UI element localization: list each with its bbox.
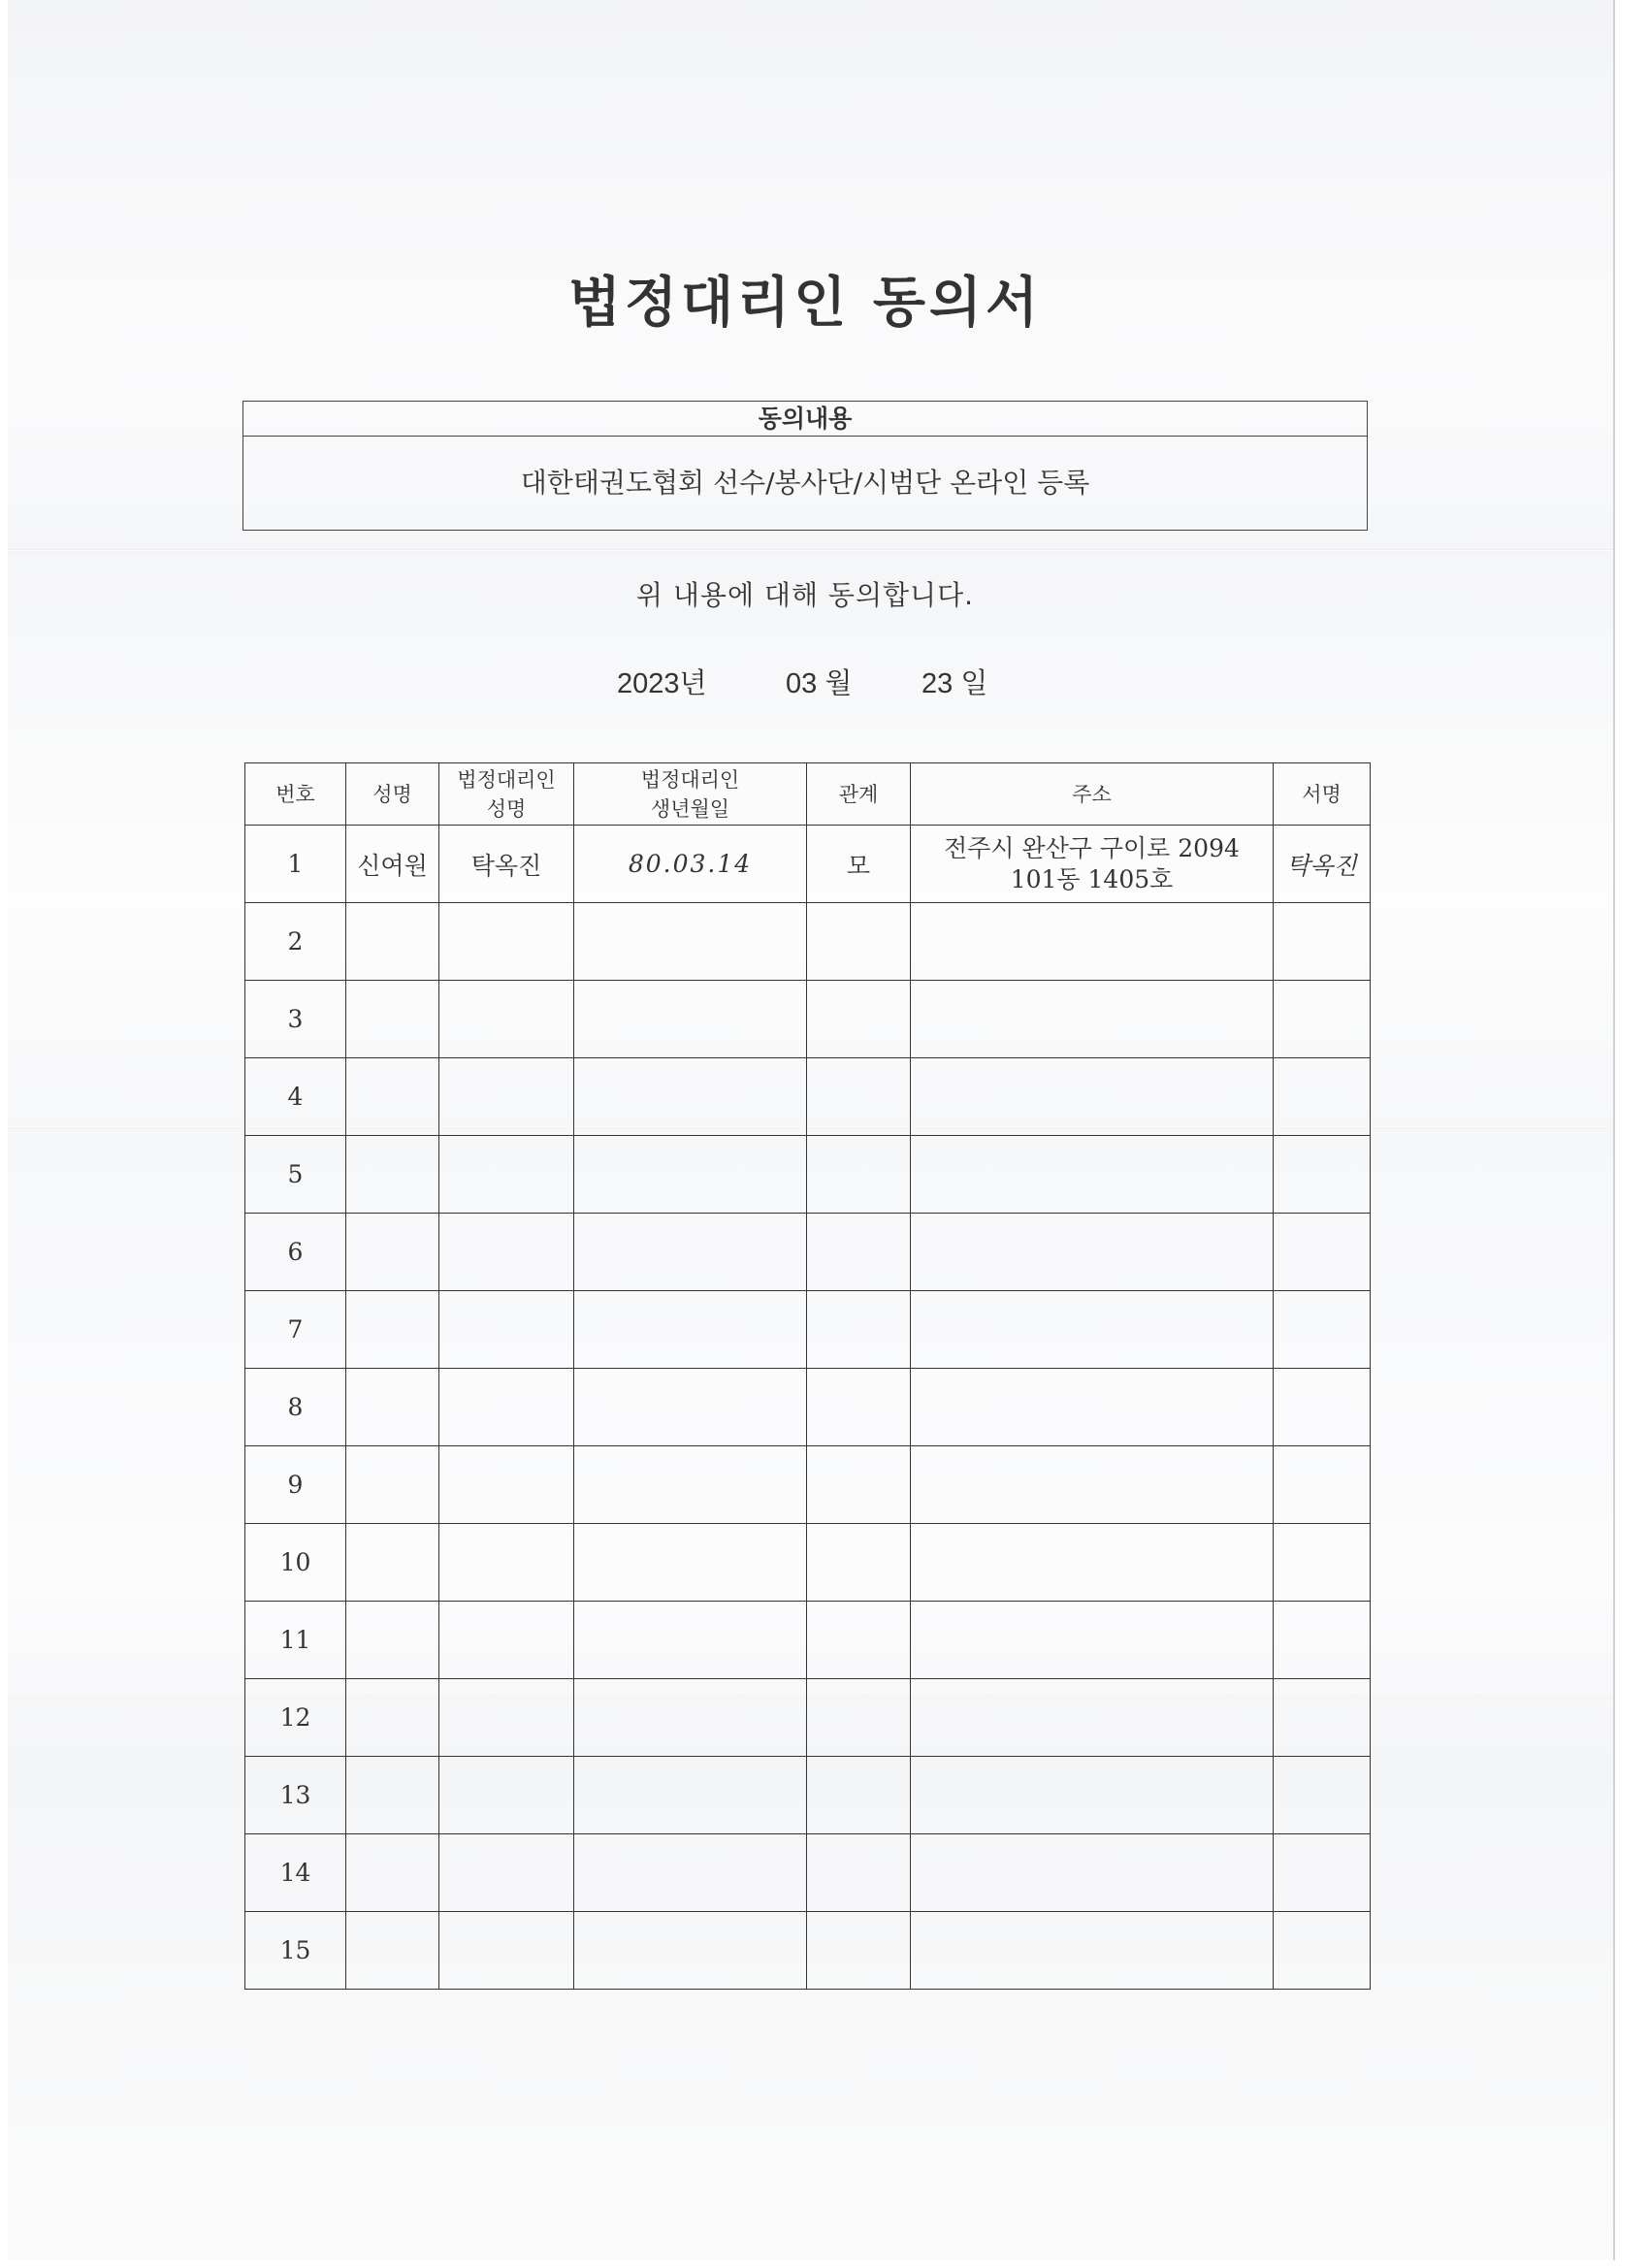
relation-cell xyxy=(807,1524,911,1602)
participant-name-cell xyxy=(346,1757,439,1834)
address-cell xyxy=(911,1214,1274,1291)
date-day: 23 일 xyxy=(922,668,988,699)
header-guardian-birth: 법정대리인 생년월일 xyxy=(574,763,807,826)
relation-cell xyxy=(807,903,911,981)
address-cell xyxy=(911,1524,1274,1602)
relation-cell xyxy=(807,1369,911,1446)
guardian-name-cell xyxy=(439,1058,574,1136)
guardian-name-cell xyxy=(439,1291,574,1369)
row-number: 14 xyxy=(245,1834,346,1912)
table-row xyxy=(245,981,1371,1058)
guardian-name-cell xyxy=(439,1524,574,1602)
participant-name-cell xyxy=(346,981,439,1058)
participant-name-cell xyxy=(346,1136,439,1214)
signature-cell xyxy=(1274,981,1371,1058)
header-number: 번호 xyxy=(245,763,346,826)
row-number: 12 xyxy=(245,1679,346,1757)
guardian-birth-cell xyxy=(574,1757,807,1834)
row-number: 2 xyxy=(245,903,346,981)
participant-name-cell xyxy=(346,1679,439,1757)
signature-cell xyxy=(1274,1369,1371,1446)
guardian-birth-cell xyxy=(574,981,807,1058)
guardian-name-cell: 탁옥진 xyxy=(439,826,574,903)
header-guardian-name: 법정대리인 성명 xyxy=(439,763,574,826)
relation-cell: 모 xyxy=(807,826,911,903)
address-cell xyxy=(911,826,1274,903)
guardian-birth-cell xyxy=(574,1214,807,1291)
consent-content-box xyxy=(242,401,1368,531)
table-header-row xyxy=(245,763,1371,826)
row-number: 6 xyxy=(245,1214,346,1291)
address-cell xyxy=(911,1834,1274,1912)
table-row xyxy=(245,1369,1371,1446)
consent-header: 동의내용 xyxy=(243,402,1367,437)
participant-name-cell xyxy=(346,1291,439,1369)
header-relation: 관계 xyxy=(807,763,911,826)
relation-cell xyxy=(807,1058,911,1136)
guardian-birth-cell xyxy=(574,903,807,981)
address-line-1: 전주시 완산구 구이로 2094 xyxy=(944,833,1240,862)
guardian-birth-cell xyxy=(574,1912,807,1990)
header-address: 주소 xyxy=(911,763,1274,826)
guardian-birth-cell xyxy=(574,1291,807,1369)
guardian-name-cell xyxy=(439,1446,574,1524)
participant-name-cell xyxy=(346,1524,439,1602)
table-row xyxy=(245,1136,1371,1214)
guardian-name-cell xyxy=(439,1214,574,1291)
guardian-name-cell xyxy=(439,1602,574,1679)
table-row xyxy=(245,1834,1371,1912)
guardian-name-cell xyxy=(439,1757,574,1834)
guardian-birth-cell xyxy=(574,1602,807,1679)
signature-cell xyxy=(1274,1524,1371,1602)
address-cell xyxy=(911,1602,1274,1679)
relation-cell xyxy=(807,1602,911,1679)
table-row xyxy=(245,826,1371,903)
address-cell xyxy=(911,1369,1274,1446)
relation-cell xyxy=(807,1679,911,1757)
guardian-name-cell xyxy=(439,903,574,981)
guardian-birth-cell xyxy=(574,1834,807,1912)
address-cell xyxy=(911,1058,1274,1136)
agreement-statement: 위 내용에 대해 동의합니다. xyxy=(635,579,975,611)
guardian-birth-cell: 80.03.14 xyxy=(574,826,807,903)
guardian-birth-cell xyxy=(574,1679,807,1757)
guardian-name-cell xyxy=(439,1834,574,1912)
signature-cell xyxy=(1274,1912,1371,1990)
relation-cell xyxy=(807,1834,911,1912)
table-row xyxy=(245,1214,1371,1291)
row-number: 4 xyxy=(245,1058,346,1136)
signature-cell xyxy=(1274,1679,1371,1757)
participant-name-cell xyxy=(346,903,439,981)
relation-cell xyxy=(807,981,911,1058)
table-row xyxy=(245,1679,1371,1757)
row-number: 3 xyxy=(245,981,346,1058)
address-cell xyxy=(911,1291,1274,1369)
address-cell xyxy=(911,981,1274,1058)
row-number: 5 xyxy=(245,1136,346,1214)
address-cell xyxy=(911,1679,1274,1757)
document-title: 법정대리인 동의서 xyxy=(567,271,1043,335)
participant-name-cell xyxy=(346,1446,439,1524)
participant-name-cell xyxy=(346,1602,439,1679)
guardian-birth-cell xyxy=(574,1369,807,1446)
table-row xyxy=(245,1446,1371,1524)
header-signature: 서명 xyxy=(1274,763,1371,826)
row-number: 8 xyxy=(245,1369,346,1446)
address-cell xyxy=(911,1757,1274,1834)
table-row xyxy=(245,1912,1371,1990)
table-row xyxy=(245,1058,1371,1136)
guardian-birth-cell xyxy=(574,1136,807,1214)
table-row xyxy=(245,1602,1371,1679)
participant-name-cell xyxy=(346,1369,439,1446)
guardian-birth-cell xyxy=(574,1524,807,1602)
guardian-table xyxy=(244,762,1371,1990)
address-cell xyxy=(911,1136,1274,1214)
signature-cell: 탁옥진 xyxy=(1274,826,1371,903)
participant-name-cell: 신여원 xyxy=(346,826,439,903)
signature-cell xyxy=(1274,1446,1371,1524)
relation-cell xyxy=(807,1757,911,1834)
header-name: 성명 xyxy=(346,763,439,826)
signature-cell xyxy=(1274,1291,1371,1369)
signature-cell xyxy=(1274,1602,1371,1679)
fold-line xyxy=(8,549,1613,552)
row-number: 15 xyxy=(245,1912,346,1990)
guardian-name-cell xyxy=(439,1369,574,1446)
address-cell xyxy=(911,1912,1274,1990)
guardian-name-cell xyxy=(439,981,574,1058)
date-month: 03 월 xyxy=(786,668,853,699)
row-number: 7 xyxy=(245,1291,346,1369)
address-line-2: 101동 1405호 xyxy=(1010,864,1174,893)
signature-cell xyxy=(1274,1136,1371,1214)
guardian-birth-cell xyxy=(574,1058,807,1136)
signature-cell xyxy=(1274,1757,1371,1834)
relation-cell xyxy=(807,1214,911,1291)
table-row xyxy=(245,903,1371,981)
relation-cell xyxy=(807,1291,911,1369)
date-year: 2023년 xyxy=(617,668,707,699)
signature-cell xyxy=(1274,1214,1371,1291)
relation-cell xyxy=(807,1912,911,1990)
table-row xyxy=(245,1757,1371,1834)
row-number: 11 xyxy=(245,1602,346,1679)
address-cell xyxy=(911,903,1274,981)
participant-name-cell xyxy=(346,1912,439,1990)
signature-cell xyxy=(1274,1834,1371,1912)
row-number: 9 xyxy=(245,1446,346,1524)
row-number: 10 xyxy=(245,1524,346,1602)
guardian-name-cell xyxy=(439,1136,574,1214)
guardian-name-cell xyxy=(439,1679,574,1757)
relation-cell xyxy=(807,1136,911,1214)
consent-content: 대한태권도협회 선수/봉사단/시범단 온라인 등록 xyxy=(520,467,1090,499)
participant-name-cell xyxy=(346,1834,439,1912)
signature-cell xyxy=(1274,903,1371,981)
row-number: 1 xyxy=(245,826,346,903)
guardian-birth-cell xyxy=(574,1446,807,1524)
table-row xyxy=(245,1524,1371,1602)
row-number: 13 xyxy=(245,1757,346,1834)
signature-cell xyxy=(1274,1058,1371,1136)
address-cell xyxy=(911,1446,1274,1524)
participant-name-cell xyxy=(346,1214,439,1291)
participant-name-cell xyxy=(346,1058,439,1136)
guardian-name-cell xyxy=(439,1912,574,1990)
table-row xyxy=(245,1291,1371,1369)
relation-cell xyxy=(807,1446,911,1524)
